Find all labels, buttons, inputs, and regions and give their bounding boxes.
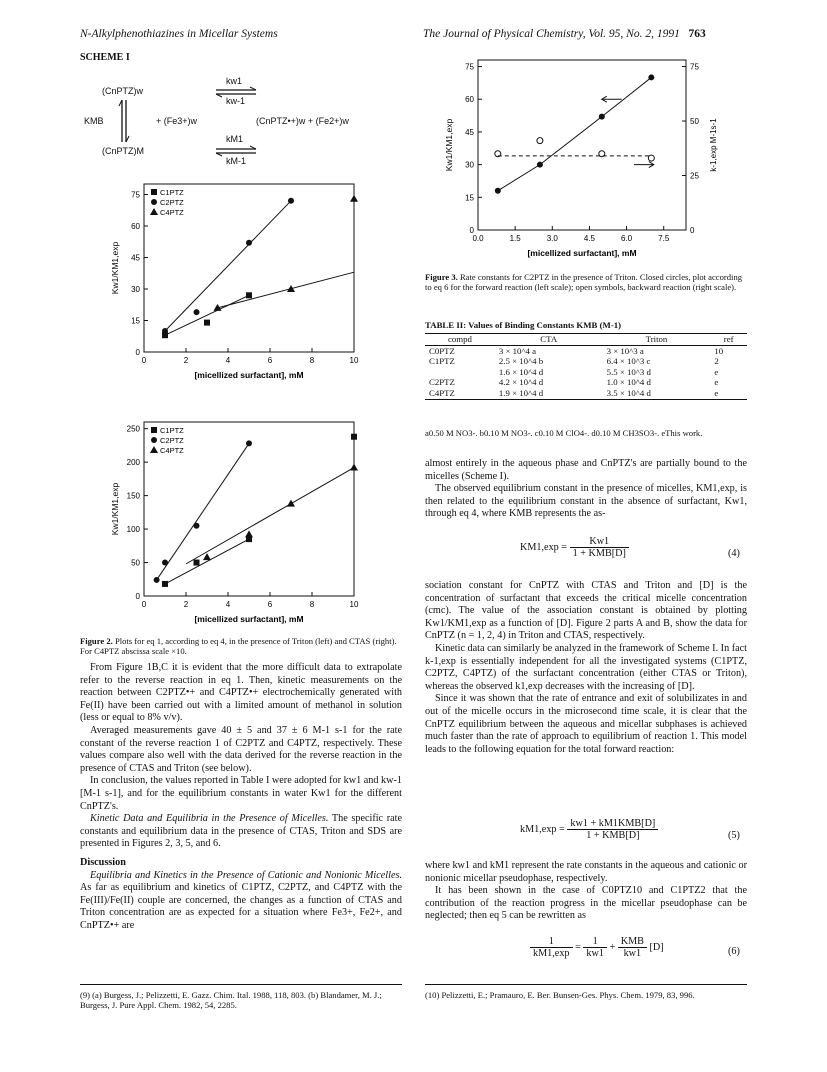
- figure-3-caption-text: Rate constants for C2PTZ in the presence of Triton. Closed circles, plot according to eq 6 for the forward reaction (left scale); open symbols, backward reaction (right scale).: [425, 272, 743, 293]
- legend-label: C4PTZ: [160, 208, 184, 217]
- right-paragraph-7: It has been shown in the case of C0PTZ10 and C1PTZ2 that the contribution of the reaction progress in the micellar pseudophase can be neglected; then eq 5 can be rewritten as: [425, 885, 747, 922]
- legend-marker: [151, 437, 157, 443]
- table-cell: e: [714, 366, 719, 377]
- legend-marker: [151, 427, 157, 433]
- y-right-tick-label: 75: [690, 62, 699, 72]
- x-tick-label: 2: [183, 356, 189, 365]
- data-point: [350, 464, 358, 471]
- eq6-frac-a: [530, 936, 573, 959]
- table-cell: 2.5 × 10^4 b: [498, 356, 544, 367]
- y-tick-label: 60: [131, 222, 140, 231]
- x-tick-label: 0.0: [472, 234, 484, 243]
- page-number: 763: [688, 28, 706, 40]
- x-tick-label: 8: [309, 600, 315, 609]
- forward-line: [498, 77, 652, 190]
- data-point: [246, 292, 252, 298]
- table-cell: 3 × 10^4 a: [498, 345, 537, 356]
- left-paragraph-3: In conclusion, the values reported in Table I were adopted for kw1 and kw-1 [M-1 s-1], and for the equilibrium constants in water Kw1 for the different CnPTZ's.: [80, 775, 402, 812]
- x-tick-label: 6.0: [621, 234, 633, 243]
- left-paragraph-4: [80, 813, 402, 851]
- running-head-left: N-Alkylphenothiazines in Micellar Systems: [80, 28, 278, 40]
- y-right-tick-label: 0: [690, 226, 695, 235]
- table-header-cell: ref: [710, 334, 747, 346]
- data-point: [537, 138, 543, 144]
- scheme-arrow-water: [214, 86, 258, 98]
- plot-frame: [478, 60, 686, 230]
- x-tick-label: 7.5: [658, 234, 670, 243]
- table-cell: [425, 367, 495, 378]
- y-tick-label: 250: [126, 424, 140, 434]
- table-row: [425, 345, 747, 356]
- scheme-right-products: (CnPTZ•+)w + (Fe2+)w: [256, 116, 349, 126]
- data-point: [287, 500, 295, 507]
- scheme-k-1: kw-1: [226, 96, 246, 106]
- y-tick-label: 45: [465, 127, 474, 137]
- data-point: [287, 285, 295, 292]
- y-tick-label: 30: [465, 160, 474, 170]
- running-head-right: [423, 28, 706, 40]
- right-paragraph-5: Since it was shown that the rate of entrance and exit of solubilizates in and out of the micelle occurs in the microsecond time scale, it is clear that the CnPTZ equilibrium between the aqueous and micellar subphases is achieved much faster than the rate of approach to equilibrium of reaction 1. This model leads to the following equation for the total forward reaction:: [425, 693, 747, 755]
- eq5-denominator: 1 + KMB[D]: [586, 830, 640, 841]
- table-2-title: TABLE II: Values of Binding Constants KMB (M-1): [425, 320, 622, 330]
- data-point: [203, 553, 211, 560]
- figure-3-chart: [434, 52, 734, 262]
- left-paragraph-4-title: Kinetic Data and Equilibria in the Presence of Micelles.: [90, 813, 329, 825]
- legend-label: C1PTZ: [160, 426, 184, 435]
- eq6-equals: =: [575, 941, 581, 953]
- data-point: [194, 309, 200, 315]
- scheme-arrow-micelle: [214, 145, 258, 157]
- table-cell: 3 × 10^3 a: [606, 345, 644, 356]
- scheme-row2-left: (CnPTZ)M: [102, 146, 144, 156]
- x-axis-label: [micellized surfactant], mM: [527, 248, 637, 258]
- scheme-vertical-equilibrium: [118, 98, 130, 144]
- legend-label: C1PTZ: [160, 188, 184, 197]
- data-point: [245, 530, 253, 537]
- data-point: [162, 581, 168, 587]
- x-axis-label: [micellized surfactant], mM: [194, 370, 304, 380]
- data-point: [194, 523, 200, 529]
- data-point: [204, 320, 210, 326]
- series-line: [165, 295, 249, 335]
- legend-marker: [150, 208, 158, 215]
- y-tick-label: 0: [135, 348, 140, 357]
- x-tick-label: 6: [267, 356, 273, 365]
- table-row: [425, 377, 747, 388]
- y-tick-label: 150: [126, 491, 140, 501]
- table-2: [425, 333, 747, 400]
- eq5-number: (5): [728, 830, 740, 841]
- eq6-frac-b: [583, 936, 607, 959]
- left-paragraph-5: [80, 870, 402, 933]
- eq4-numerator: Kw1: [570, 536, 629, 548]
- series-line: [165, 201, 291, 331]
- figure-2-right-chart: [100, 414, 400, 630]
- eq4-lhs: KM1,exp =: [520, 541, 568, 553]
- eq5-lhs: kM1,exp =: [520, 823, 565, 835]
- figure-2-caption: [80, 636, 402, 657]
- x-axis-label: [micellized surfactant], mM: [194, 614, 304, 624]
- data-point: [246, 440, 252, 446]
- footnote-rule-right: [425, 984, 747, 985]
- x-tick-label: 4: [225, 356, 231, 365]
- table-cell: 1.6 × 10^4 d: [498, 366, 544, 377]
- left-paragraph-2: Averaged measurements gave 40 ± 5 and 37 ± 6 M-1 s-1 for the rate constant of the reverse reaction 1 of C2PTZ and C4PTZ, respectively. These values compare also well with the data derived for the reverse reaction in the presence of CTAS and Triton (see below).: [80, 724, 402, 774]
- eq6-a-num: 1: [530, 936, 573, 948]
- table-cell: 2: [714, 356, 719, 367]
- legend-label: C2PTZ: [160, 436, 184, 445]
- scheme-k-1m: kM-1: [226, 156, 246, 166]
- table-row: [425, 356, 747, 367]
- data-point: [351, 434, 357, 440]
- y-tick-label: 0: [469, 226, 474, 235]
- left-paragraph-1: From Figure 1B,C it is evident that the more difficult data to extrapolate refer to the reverse reaction in eq 1. Then, kinetic measurements on the reaction between C2PTZ•+ and C4PTZ•+ electrochemically generated with Fe(II) have been carried out with a limited amount of methanol in solution (less or equal to 8% v/v).: [80, 662, 402, 724]
- scheme-diagram: [80, 66, 400, 166]
- eq5-fraction: [567, 818, 658, 841]
- table-cell: C2PTZ: [429, 377, 455, 388]
- table-cell: 1.9 × 10^4 d: [495, 388, 603, 399]
- eq4-number: (4): [728, 548, 740, 559]
- y-tick-label: 75: [131, 190, 140, 200]
- x-tick-label: 6: [267, 600, 273, 609]
- table-2-footnote: a0.50 M NO3-. b0.10 M NO3-. c0.10 M ClO4-. d0.10 M CH3SO3-. eThis work.: [425, 428, 703, 438]
- right-paragraph-3: sociation constant for CnPTZ with CTAS and Triton and [D] is the concentration of surfactant that exceeds the critical micelle concentration (cmc). The value of the association constant is obtained by plotting Kw1/KM1,exp as a function of [D]. Figure 2 parts A and B, show the data for CnPTZ (n = 1, 2, 4) in Triton and CTAS, respectively.: [425, 580, 747, 642]
- y-tick-label: 200: [126, 458, 140, 468]
- table-cell: 5.5 × 10^3 d: [606, 366, 651, 377]
- scheme-row1-left: (CnPTZ)w: [102, 86, 143, 96]
- data-point: [194, 560, 200, 566]
- table-header-cell: compd: [425, 334, 495, 346]
- y-tick-label: 15: [131, 316, 140, 326]
- y-axis-label: Kw1/KM1,exp: [110, 482, 120, 536]
- x-tick-label: 10: [349, 600, 359, 609]
- table-cell: 3.5 × 10^4 d: [603, 388, 711, 399]
- series-line: [165, 539, 249, 584]
- eq6-plus: +: [609, 941, 616, 953]
- y-tick-label: 45: [131, 253, 140, 263]
- series-line: [186, 468, 354, 564]
- table-cell: e: [710, 388, 747, 399]
- x-tick-label: 0: [141, 600, 147, 609]
- table-cell: 4.2 × 10^4 d: [498, 377, 544, 388]
- series-line: [218, 272, 355, 308]
- eq6-b-num: 1: [583, 936, 607, 948]
- y-tick-label: 0: [135, 592, 140, 601]
- right-column-text-middle: [425, 580, 747, 756]
- right-paragraph-2: The observed equilibrium constant in the presence of micelles, KM1,exp, is then related to the equilibrium constant in the absence of surfactant, Kw1, through eq 4, where KMB represents the as-: [425, 483, 747, 520]
- legend-marker: [151, 199, 157, 205]
- x-tick-label: 2: [183, 600, 189, 609]
- eq5-numerator: kw1 + kM1KMB[D]: [567, 818, 658, 830]
- table-cell: e: [714, 377, 719, 388]
- y-axis-label: Kw1/KM1,exp: [444, 118, 454, 172]
- x-tick-label: 1.5: [509, 234, 521, 243]
- scheme-k1: kw1: [226, 76, 243, 86]
- legend-marker: [151, 189, 157, 195]
- x-tick-label: 8: [309, 356, 315, 365]
- data-point: [648, 155, 654, 161]
- table-row: [425, 367, 747, 378]
- equation-5: [520, 818, 658, 841]
- discussion-heading: Discussion: [80, 856, 126, 868]
- x-tick-label: 4.5: [583, 234, 595, 243]
- right-paragraph-6: where kw1 and kM1 represent the rate constants in the aqueous and cationic or nonionic micellar pseudophase, respectively.: [425, 860, 747, 884]
- journal-citation: The Journal of Physical Chemistry, Vol. 95, No. 2, 1991: [423, 28, 680, 40]
- y-right-axis-label: k-1,exp M-1s-1: [709, 118, 718, 172]
- left-paragraph-5-title: Equilibria and Kinetics in the Presence of Cationic and Nonionic Micelles.: [90, 869, 402, 881]
- eq6-c-num: KMB: [618, 936, 647, 948]
- data-point: [154, 577, 160, 583]
- x-tick-label: 0: [141, 356, 147, 365]
- data-point: [162, 328, 168, 334]
- eq4-denominator: 1 + KMB[D]: [572, 548, 626, 559]
- table-header-row: [425, 334, 747, 346]
- footnote-left: (9) (a) Burgess, J.; Pelizzetti, E. Gazz. Chim. Ital. 1988, 118, 803. (b) Blandamer, M. J.; Burgess, J. Pure Appl. Chem. 1982, 54, 2285.: [80, 990, 382, 1011]
- x-tick-label: 3.0: [546, 234, 558, 243]
- y-axis-label: Kw1/KM1,exp: [110, 241, 120, 295]
- table-cell: 6.4 × 10^3 c: [606, 356, 651, 367]
- table-cell: C1PTZ: [429, 356, 455, 367]
- scheme-kmb: KMB: [84, 116, 104, 126]
- data-point: [495, 188, 501, 194]
- equation-6: [530, 936, 664, 959]
- x-tick-label: 4: [225, 600, 231, 609]
- series-line: [157, 443, 249, 580]
- y-tick-label: 30: [131, 285, 140, 294]
- scheme-k1m: kM1: [226, 134, 244, 144]
- eq6-a-den: kM1,exp: [533, 948, 570, 959]
- equation-4: [520, 536, 629, 559]
- right-paragraph-4: Kinetic data can similarly be analyzed in the framework of Scheme I. In fact k-1,exp is essentially independent for all the investigated systems (C1PTZ, C2PTZ, C4PTZ) of the surfactant concentration (either CTAS or Triton), whereas the observed k1,exp decreases with the increasing of [D].: [425, 642, 747, 692]
- scheme-plus-fe3: + (Fe3+)w: [156, 116, 198, 126]
- figure-3-label: Figure 3.: [425, 272, 458, 282]
- table-cell: C0PTZ: [429, 345, 455, 356]
- table-row: [425, 388, 747, 399]
- left-paragraph-4-body: The specific rate constants and equilibrium data in the presence of CTAS, Triton and SDS are presented in Figures 2, 3, 5, and 6.: [80, 813, 402, 850]
- legend-label: C2PTZ: [160, 198, 184, 207]
- data-point: [288, 198, 294, 204]
- eq6-frac-c: [618, 936, 647, 959]
- legend-label: C4PTZ: [160, 446, 184, 455]
- right-column-text-top: [425, 458, 747, 521]
- y-tick-label: 50: [131, 558, 140, 568]
- footnote-rule-left: [80, 984, 402, 985]
- figure-3-caption: [425, 272, 747, 293]
- eq4-fraction: [570, 536, 629, 559]
- table-cell: C4PTZ: [425, 388, 495, 399]
- figure-2-caption-text: Plots for eq 1, according to eq 4, in the presence of Triton (left) and CTAS (right). For C4PTZ abscissa scale ×10.: [80, 636, 397, 657]
- data-point: [162, 560, 168, 566]
- left-column-text: [80, 662, 402, 932]
- y-tick-label: 75: [465, 62, 474, 72]
- eq6-d: [D]: [649, 941, 664, 953]
- table-header-cell: CTA: [495, 334, 603, 346]
- footnote-right: (10) Pelizzetti, E.; Pramauro, E. Ber. Bunsen-Ges. Phys. Chem. 1979, 83, 996.: [425, 990, 695, 1000]
- left-paragraph-5-body: As far as equilibrium and kinetics of C1PTZ, C2PTZ, and C4PTZ with the Fe(III)/Fe(II) couple are concerned, the changes as a function of CTAS and Triton concentration are as expected for a situation where Fe3+, Fe2+, and CnPTZ•+ are: [80, 882, 402, 931]
- y-right-tick-label: 50: [690, 117, 699, 127]
- table-header-cell: Triton: [603, 334, 711, 346]
- eq6-b-den: kw1: [586, 948, 604, 959]
- scheme-title: SCHEME I: [80, 52, 130, 63]
- data-point: [350, 195, 358, 202]
- legend-marker: [150, 446, 158, 453]
- y-tick-label: 15: [465, 193, 474, 203]
- figure-2-label: Figure 2.: [80, 636, 113, 646]
- eq6-number: (6): [728, 946, 740, 957]
- table-cell: 1.0 × 10^4 d: [606, 377, 651, 388]
- y-tick-label: 100: [126, 525, 140, 535]
- right-paragraph-1: almost entirely in the aqueous phase and CnPTZ's are partially bound to the micelles (Scheme I).: [425, 458, 747, 482]
- y-tick-label: 60: [465, 95, 474, 105]
- data-point: [246, 240, 252, 246]
- eq6-c-den: kw1: [623, 948, 642, 959]
- figure-2-left-chart: [100, 176, 400, 386]
- x-tick-label: 10: [349, 356, 359, 365]
- right-column-text-bottom: [425, 860, 747, 923]
- table-cell: 10: [714, 345, 724, 356]
- y-right-tick-label: 25: [690, 171, 699, 181]
